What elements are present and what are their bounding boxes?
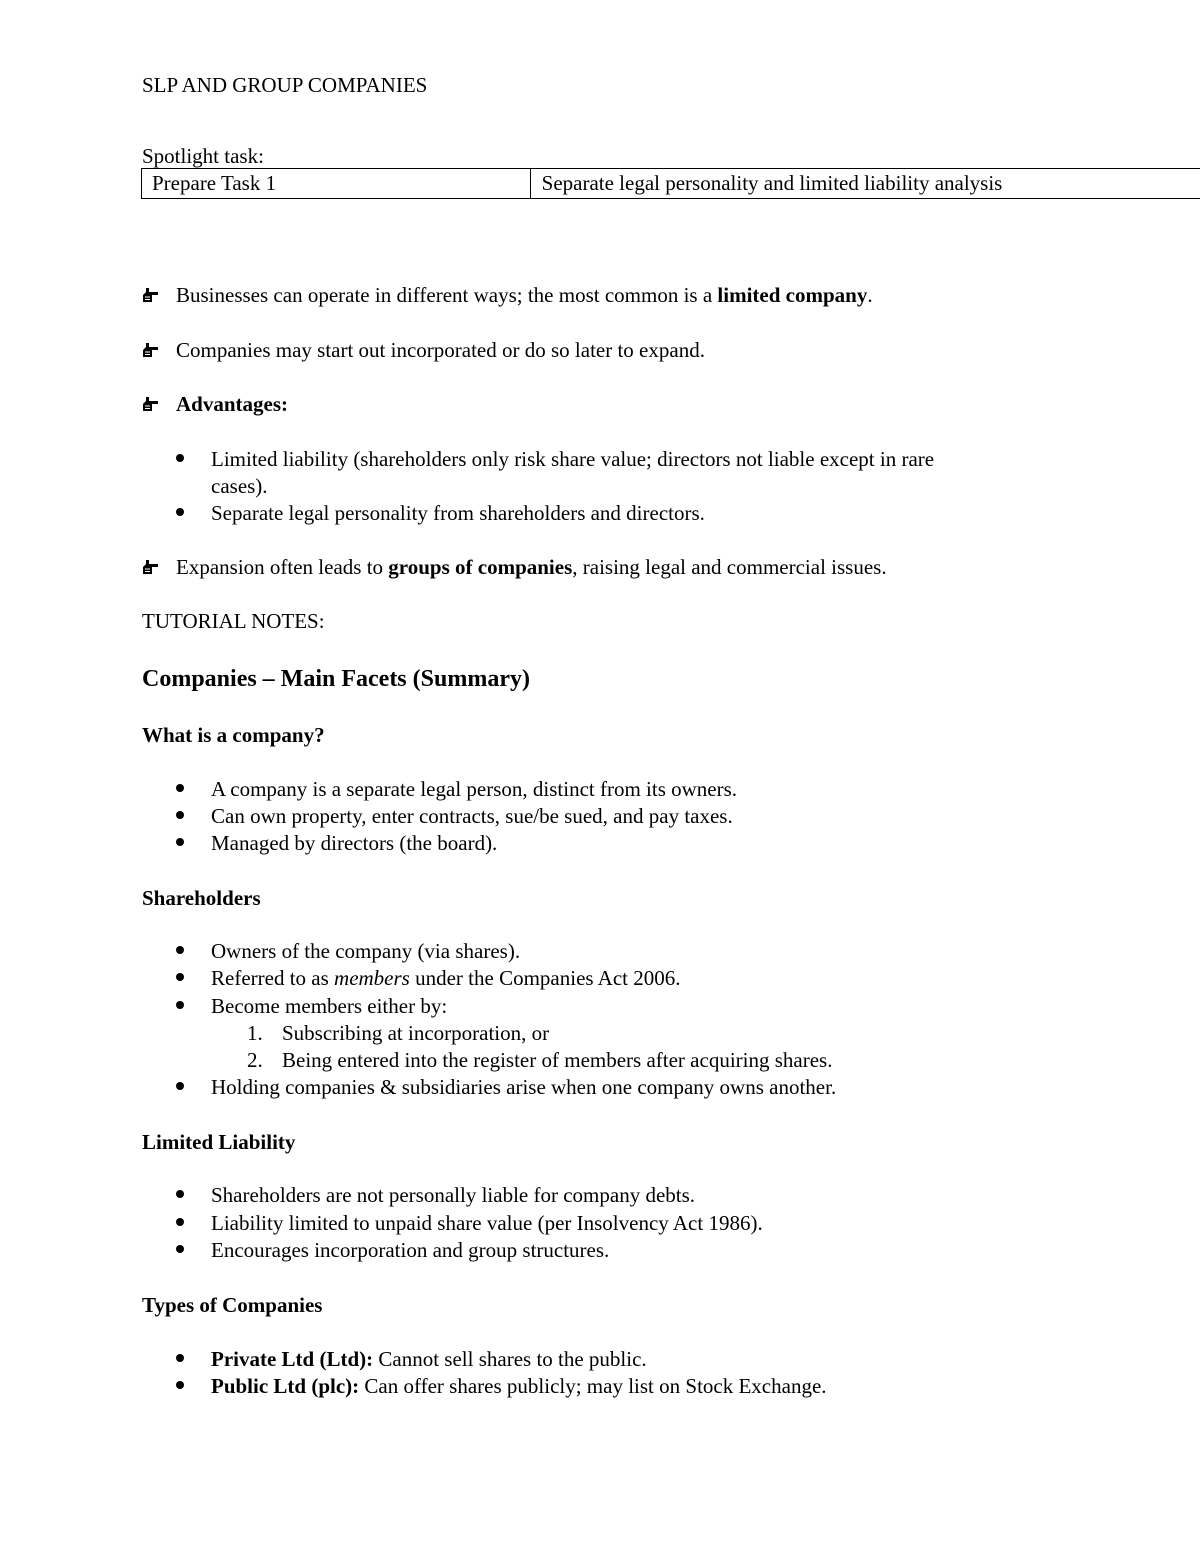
- list-item-text: Managed by directors (the board).: [211, 831, 498, 855]
- bullet-icon: [176, 1354, 184, 1362]
- list-item: [176, 993, 447, 1020]
- bullet-icon: [176, 1381, 184, 1389]
- list-item: [176, 1182, 695, 1209]
- bullet-icon: [176, 946, 184, 954]
- list-item-text: Become members either by:: [211, 994, 448, 1018]
- list-item-text: Liability limited to unpaid share value (per Insolvency Act 1986).: [211, 1211, 763, 1235]
- intro-point-4-text: Expansion often leads to: [176, 555, 389, 579]
- list-item-italic: members: [334, 966, 410, 990]
- bullet-icon: [176, 1190, 184, 1198]
- list-item: [176, 938, 520, 965]
- company-type-description: Can offer shares publicly; may list on Stock Exchange.: [359, 1374, 827, 1398]
- list-item-text: Encourages incorporation and group structures.: [211, 1238, 610, 1262]
- bullet-icon: [176, 811, 184, 819]
- intro-point-1-text: Businesses can operate in different ways; the most common is a: [176, 283, 718, 307]
- intro-point-1-bold: limited company: [717, 283, 868, 307]
- numbered-item-number: 1.: [247, 1021, 263, 1045]
- list-item: [176, 1210, 763, 1237]
- list-item-text: A company is a separate legal person, distinct from its owners.: [211, 777, 738, 801]
- advantage-item-text: Separate legal personality from shareholders and directors.: [211, 501, 705, 525]
- numbered-item-number: 2.: [247, 1048, 263, 1072]
- list-item-text: Can own property, enter contracts, sue/be sued, and pay taxes.: [211, 804, 733, 828]
- intro-point-1: [142, 282, 873, 309]
- advantage-item-continued: cases).: [211, 474, 268, 498]
- pointing-hand-icon: [142, 287, 160, 303]
- section-heading-shareholders: Shareholders: [142, 886, 261, 910]
- bullet-icon: [176, 838, 184, 846]
- bullet-icon: [176, 454, 184, 462]
- intro-point-4: [142, 554, 887, 581]
- intro-point-4-bold: groups of companies: [388, 555, 573, 579]
- intro-point-1-end: .: [867, 283, 873, 307]
- list-item-text-end: under the Companies Act 2006.: [409, 966, 681, 990]
- numbered-item: [247, 1020, 549, 1047]
- list-item-text: Shareholders are not personally liable for company debts.: [211, 1183, 696, 1207]
- advantages-heading: Advantages:: [176, 392, 289, 416]
- intro-point-3: [142, 391, 288, 418]
- list-item: [176, 1237, 609, 1264]
- numbered-item-text: Being entered into the register of members after acquiring shares.: [282, 1048, 833, 1072]
- intro-point-2-text: Companies may start out incorporated or do so later to expand.: [176, 338, 705, 362]
- company-type-name: Public Ltd (plc):: [211, 1374, 360, 1398]
- list-item: [176, 776, 737, 803]
- list-item: [176, 830, 497, 857]
- advantage-item: [176, 500, 705, 527]
- summary-heading: Companies – Main Facets (Summary): [142, 666, 530, 692]
- list-item-text: Owners of the company (via shares).: [211, 939, 521, 963]
- bullet-icon: [176, 1245, 184, 1253]
- bullet-icon: [176, 784, 184, 792]
- bullet-icon: [176, 508, 184, 516]
- pointing-hand-icon: [142, 396, 160, 412]
- bullet-icon: [176, 1082, 184, 1090]
- numbered-item-text: Subscribing at incorporation, or: [282, 1021, 550, 1045]
- task-table-cell-topic: Separate legal personality and limited liability analysis: [541, 171, 1003, 195]
- advantage-item: [176, 446, 934, 473]
- list-item-text: Referred to as: [211, 966, 335, 990]
- list-item: [176, 803, 733, 830]
- intro-point-4-end: , raising legal and commercial issues.: [572, 555, 887, 579]
- document-title: SLP AND GROUP COMPANIES: [142, 73, 428, 97]
- pointing-hand-icon: [142, 559, 160, 575]
- task-table: [141, 168, 1200, 199]
- list-item: [176, 1373, 827, 1400]
- list-item: [176, 965, 680, 992]
- spotlight-label: Spotlight task:: [142, 144, 264, 168]
- company-type-description: Cannot sell shares to the public.: [373, 1347, 647, 1371]
- section-heading-types: Types of Companies: [142, 1293, 323, 1317]
- section-heading-limited-liability: Limited Liability: [142, 1130, 296, 1154]
- bullet-icon: [176, 1218, 184, 1226]
- numbered-item: [247, 1047, 832, 1074]
- list-item: [176, 1346, 647, 1373]
- tutorial-notes-label: TUTORIAL NOTES:: [142, 609, 325, 633]
- section-heading-what: What is a company?: [142, 723, 325, 747]
- task-table-cell-task: Prepare Task 1: [142, 169, 531, 198]
- pointing-hand-icon: [142, 342, 160, 358]
- list-item: [176, 1074, 836, 1101]
- intro-point-2: [142, 337, 705, 364]
- company-type-name: Private Ltd (Ltd):: [211, 1347, 374, 1371]
- advantage-item-text: Limited liability (shareholders only risk share value; directors not liable except in rare: [211, 447, 935, 471]
- bullet-icon: [176, 1001, 184, 1009]
- bullet-icon: [176, 973, 184, 981]
- list-item-text: Holding companies & subsidiaries arise when one company owns another.: [211, 1075, 837, 1099]
